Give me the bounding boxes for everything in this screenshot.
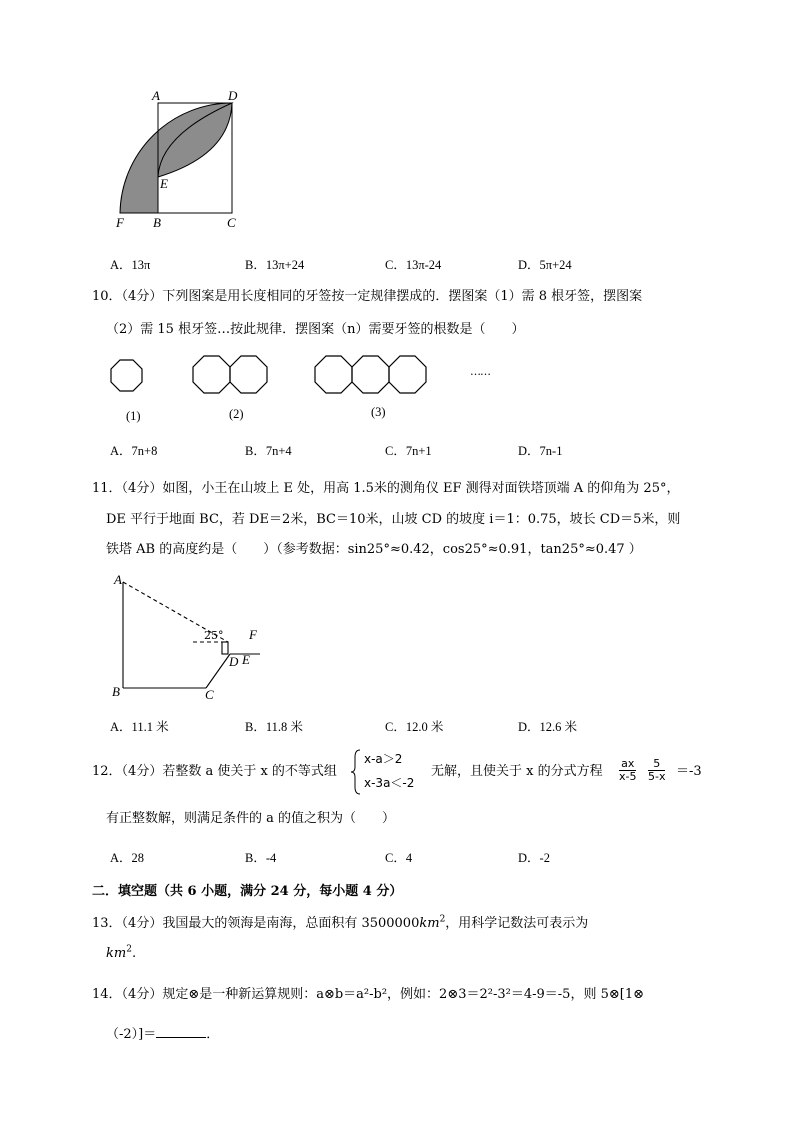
q10-ellipsis: …… [470,365,490,378]
section-heading: 二．填空题（共 6 小题，满分 24 分，每小题 4 分） [92,884,403,899]
q13-line2-exp: 2 [126,944,132,955]
q14-line2-b: ． [206,1027,220,1042]
q9-option-d: D．5π+24 [518,258,572,272]
label-B: B [153,215,161,230]
label-F: F [116,215,124,230]
q11-line1: 11．（4分）如图，小王在山坡上 E 处，用高 1.5米的测角仪 EF 测得对面铁塔顶端 A 的仰角为 25°， [92,481,680,496]
frac1-num: ax [619,758,636,771]
label-E: E [160,176,168,191]
q12-suffix: ＝-3 [676,764,702,779]
q10-option-d: D．7n-1 [518,444,563,458]
q13-text-b: ，用科学记数法可表示为 [445,916,589,931]
fig11-label-C: C [205,687,214,702]
q11-option-b: B．11.8 米 [245,720,303,734]
q11-figure [108,570,268,700]
q10-caption-1: (1) [126,409,141,423]
q10-octagon-figures [100,350,460,410]
answer-blank[interactable] [156,1025,206,1038]
label-D: D [228,88,238,103]
q12-middle: 无解，且使关于 x 的分式方程 [431,764,603,779]
q12-frac1 [619,758,636,783]
q14-line1: 14．（4分）规定⊗是一种新运算规则：a⊗b＝a²-b²，例如：2⊗3＝2²-3²＝4-9＝-5，则 5⊗[1⊗ [92,987,644,1002]
q11-option-d: D．12.6 米 [518,720,578,734]
q10-option-c: C．7n+1 [385,444,432,458]
fig11-label-E: E [242,652,250,667]
q10-option-a: A．7n+8 [110,444,158,458]
q11-line2: DE 平行于地面 BC，若 DE＝2米，BC＝10米，山坡 CD 的坡度 i＝1：0.75，坡长 CD＝5米，则 [106,512,681,527]
frac2-den: 5-x [648,770,666,783]
q12-option-b: B．-4 [245,851,277,865]
q14-line2 [106,1025,219,1044]
label-A: A [152,88,160,103]
q11-option-a: A．11.1 米 [110,720,169,734]
q13-exp: 2 [439,914,446,925]
q11-line3: 铁塔 AB 的高度约是（ ）（参考数据：sin25°≈0.42，cos25°≈0.91，tan25°≈0.47 ） [106,542,642,557]
q14-line2-a: （-2）]＝ [106,1027,157,1042]
fig11-label-F: F [249,627,257,642]
q10-line2: （2）需 15 根牙签…按此规律．摆图案（n）需要牙签的根数是（ ） [106,322,525,337]
q12-option-c: C．4 [385,851,413,865]
q13-line2-unit: km [106,946,127,961]
q12-option-a: A．28 [110,851,145,865]
q13-line1 [92,915,588,933]
fig11-label-A: A [114,572,122,587]
q10-line1: 10．（4分）下列图案是用长度相同的牙签按一定规律摆成的．摆图案（1）需 8 根牙签，摆图案 [92,289,643,304]
fig11-label-D: D [229,654,239,669]
frac2-num: 5 [648,758,665,771]
q9-option-b: B．13π+24 [245,258,305,272]
q13-line2 [106,945,136,963]
q13-unit: km [419,916,440,931]
q13-text-a: 13．（4分）我国最大的领海是南海，总面积有 3500000 [92,916,420,931]
brace-icon [351,749,361,795]
q10-caption-2: (2) [229,407,244,421]
fig11-label-B: B [112,684,120,699]
q11-option-c: C．12.0 米 [385,720,444,734]
q12-prefix: 12．（4分）若整数 a 使关于 x 的不等式组 [92,764,337,779]
q12-ineq2: x-3a＜-2 [364,776,415,790]
q12-frac2 [648,758,665,783]
q10-option-b: B．7n+4 [245,444,292,458]
q10-caption-3: (3) [371,405,386,419]
q9-option-c: C．13π-24 [385,258,442,272]
q12-option-d: D．-2 [518,851,550,865]
frac1-den: x-5 [619,770,637,783]
q12-line2: 有正整数解，则满足条件的 a 的值之积为（ ） [106,811,396,826]
q9-figure [100,85,260,235]
q9-option-a: A．13π [110,258,151,272]
q12-ineq1: x-a＞2 [364,752,403,766]
q13-line2-end: . [131,946,137,961]
fig11-angle: 25° [204,629,224,642]
label-C: C [227,215,236,230]
